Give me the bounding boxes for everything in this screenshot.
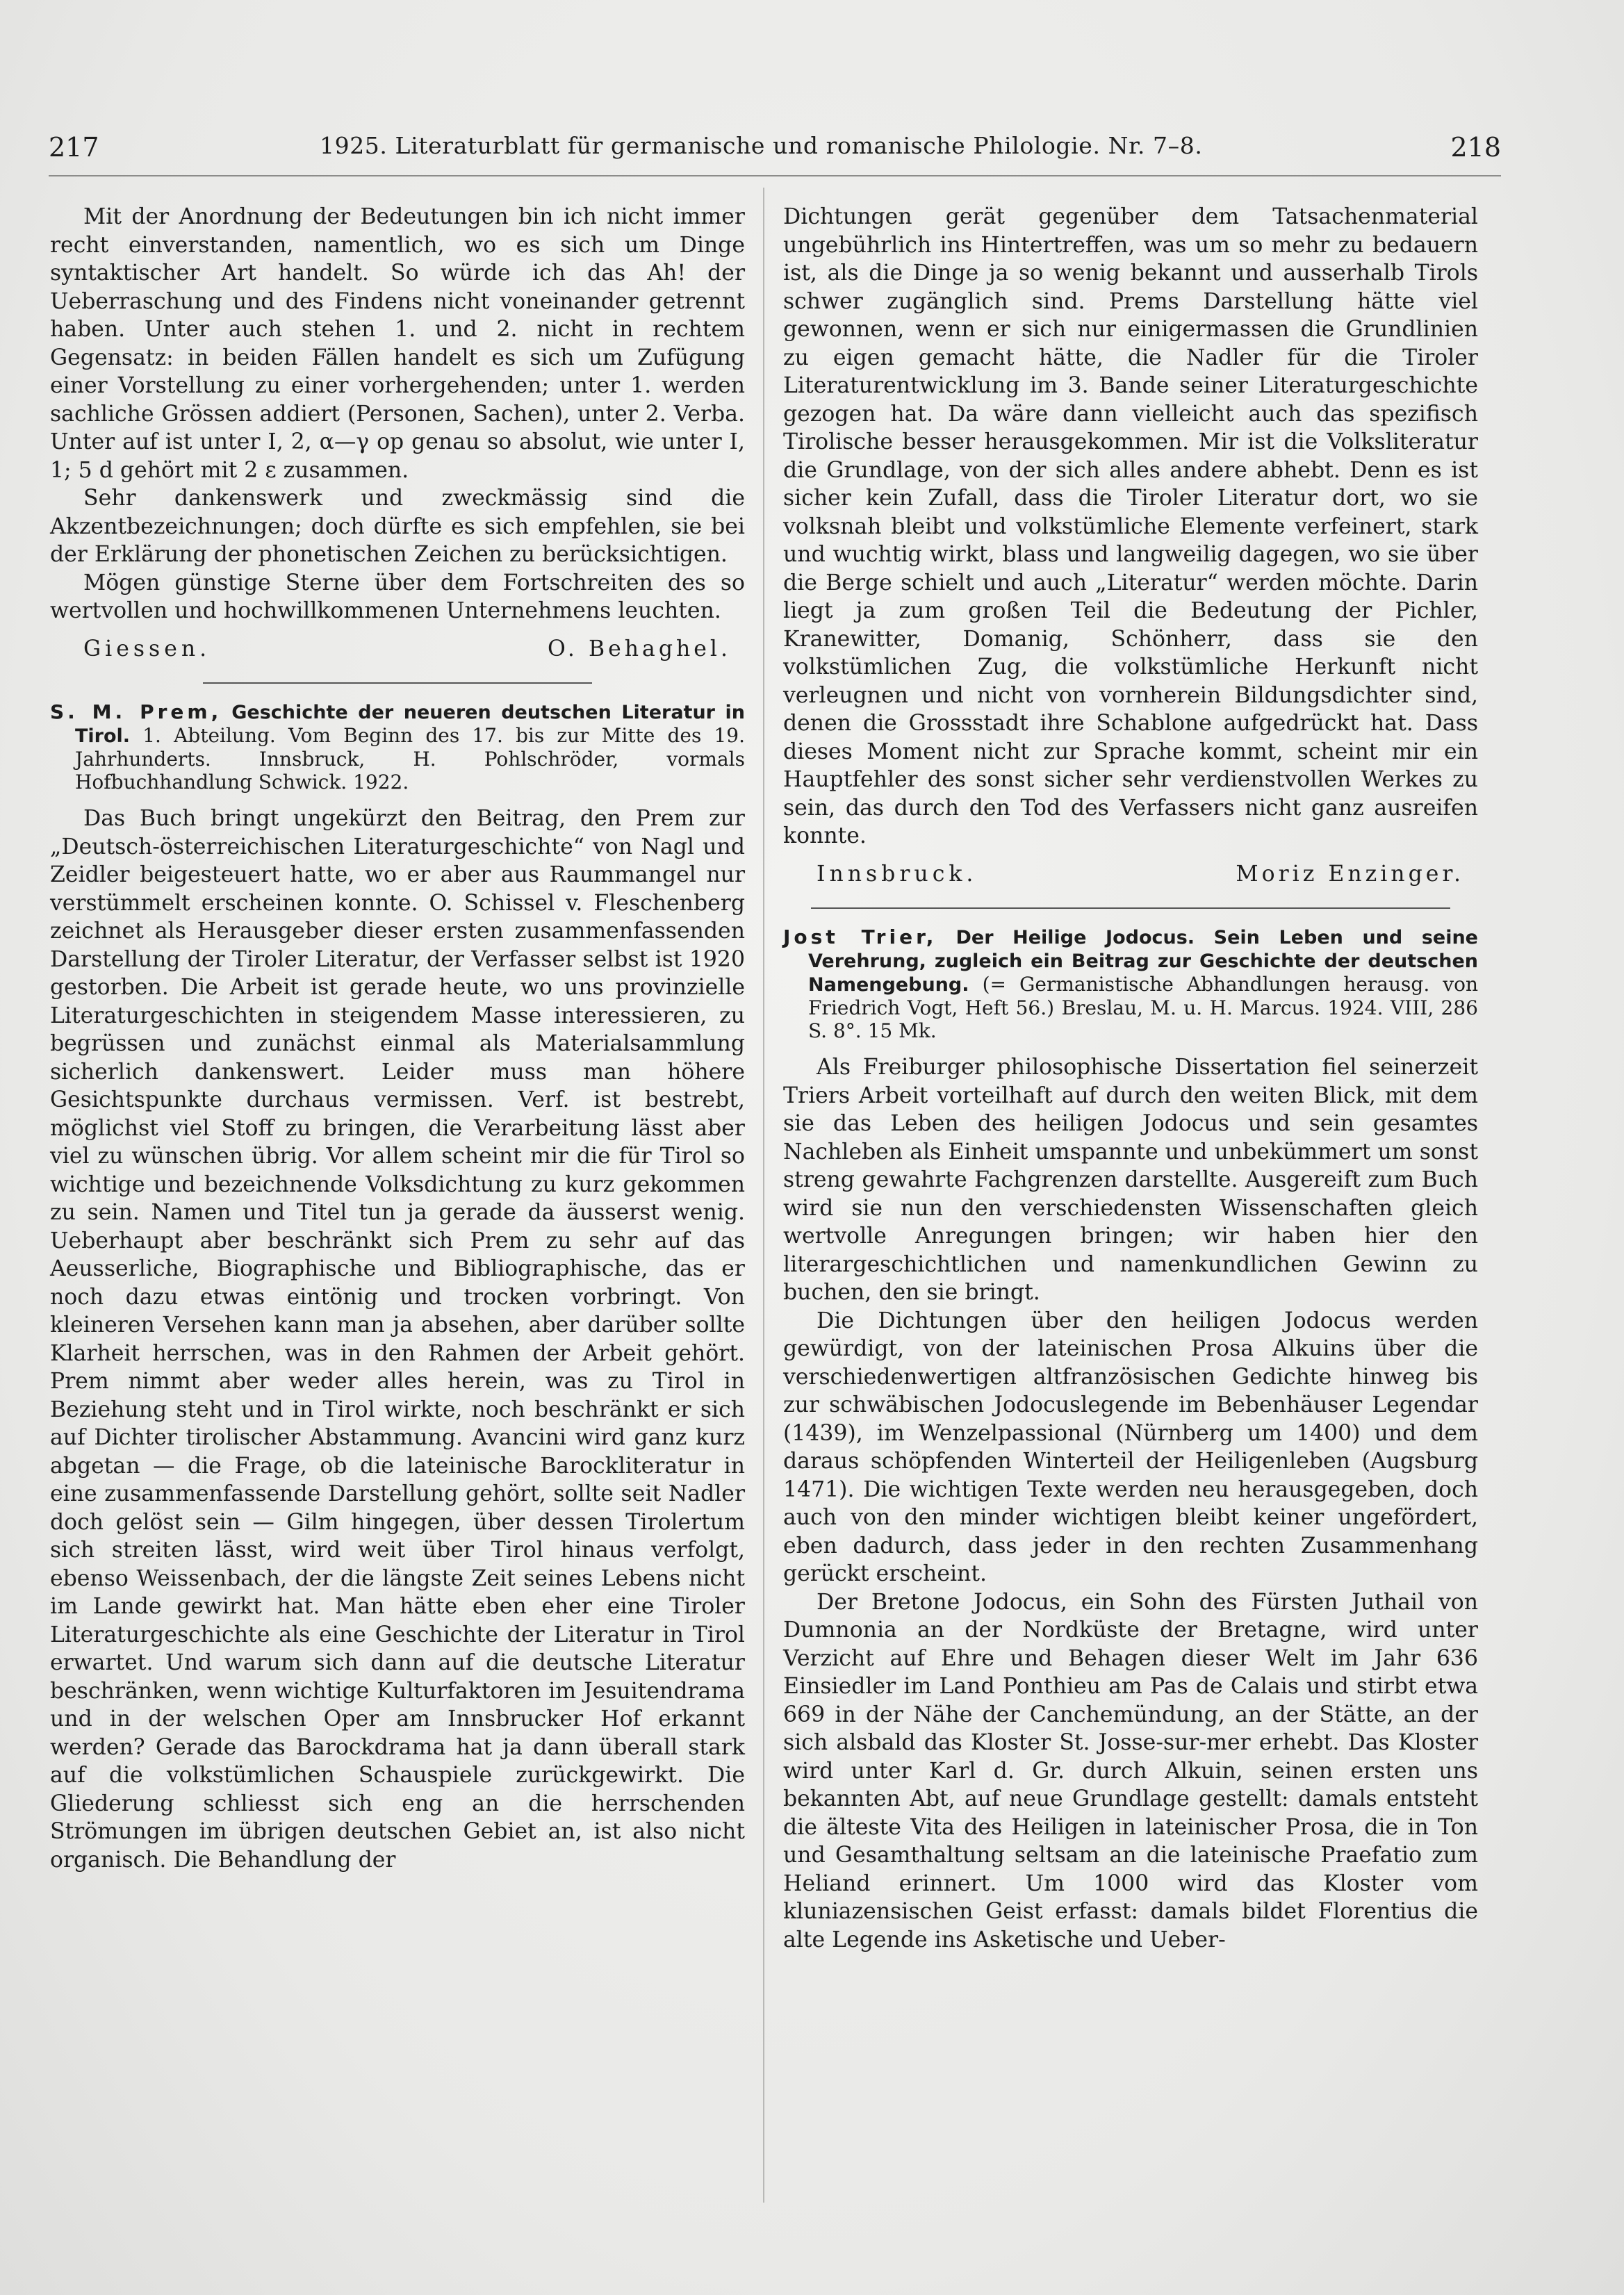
column-divider bbox=[763, 188, 764, 2203]
review-heading bbox=[50, 700, 745, 793]
paragraph: Sehr dankenswerk und zweckmässig sind die Akzentbezeichnungen; doch dürfte es sich empfehlen, sie bei der Erklärung der phonetischen Zeichen zu berücksichtigen. bbox=[50, 486, 745, 567]
right-column bbox=[783, 203, 1478, 1954]
signature-place: Giessen. bbox=[83, 636, 211, 661]
review-author: Jost Trier, bbox=[783, 926, 937, 948]
page-number-right: 218 bbox=[1450, 132, 1501, 163]
paragraph: Als Freiburger philosophische Dissertation fiel seinerzeit Triers Arbeit vorteilhaft auf durch den weiten Blick, mit dem sie das Leben des heiligen Jodocus und sein gesamtes Nachleben als Einheit umspannte und unbekümmert um sonst streng gewahrte Fachgrenzen darstellte. Ausgereift zum Buch wird sie nun den verschiedensten Wissenschaften gleich wertvolle Anregungen bringen; wir haben hier den literargeschichtlichen und namenkundlichen Gewinn zu buchen, den sie bringt. bbox=[783, 1055, 1478, 1305]
paragraph: Mögen günstige Sterne über dem Fortschreiten des so wertvollen und hochwillkommenen Unternehmens leuchten. bbox=[50, 570, 745, 623]
review-heading bbox=[783, 926, 1478, 1042]
paragraph: Mit der Anordnung der Bedeutungen bin ich nicht immer recht einverstanden, namentlich, wo es sich um Dinge syntaktischer Art handelt. So würde ich das Ah! der Ueberraschung und des Findens nicht voneinander getrennt haben. Unter auch stehen 1. und 2. nicht in rechtem Gegensatz: in beiden Fällen handelt es sich um Zufügung einer Vorstellung zu einer vorhergehenden; unter 1. werden sachliche Grössen addiert (Personen, Sachen), unter 2. Verba. Unter auf ist unter I, 2, α—γ op genau so absolut, wie unter I, 1; 5 d gehört mit 2 ε zusammen. bbox=[50, 204, 745, 483]
signature bbox=[50, 635, 745, 664]
review-title: Der Heilige Jodocus. Sein Leben und seine Verehrung, zugleich ein Beitrag zur Geschichte der deutschen Namengebung. bbox=[808, 927, 1478, 996]
paragraph: Das Buch bringt ungekürzt den Beitrag, den Prem zur „Deutsch-österreichischen Literaturgeschichte“ von Nagl und Zeidler beigesteuert hatte, wo er aber aus Raummangel nur verstümmelt erscheinen konnte. O. Schissel v. Fleschenberg zeichnet als Herausgeber dieser ersten zusammenfassenden Darstellung der Tiroler Literatur, der Verfasser selbst ist 1920 gestorben. Die Arbeit ist gerade heute, wo uns provinzielle Literaturgeschichten in steigendem Masse interessieren, zu begrüssen und zunächst einmal als Materialsammlung sicherlich dankenswert. Leider muss man höhere Gesichtspunkte durchaus vermissen. Verf. ist bestrebt, möglichst viel Stoff zu bringen, die Verarbeitung lässt aber viel zu wünschen übrig. Vor allem scheint mir die für Tirol so wichtige und bezeichnende Volksdichtung zu kurz gekommen zu sein. Namen und Titel tun ja gerade da äusserst wenig. Ueberhaupt aber beschränkt sich Prem zu sehr auf das Aeusserliche, Biographische und Bibliographische, das er noch dazu etwas eintönig und trocken vorbringt. Von kleineren Versehen kann man ja absehen, aber darüber sollte Klarheit herrschen, was in den Rahmen der Arbeit gehört. Prem nimmt aber weder alles herein, was zu Tirol in Beziehung steht und in Tirol wirkte, noch beschränkt er sich auf Dichter tirolischer Abstammung. Avancini wird ganz kurz abgetan — die Frage, ob die lateinische Barockliteratur in eine zusammenfassende Darstellung gehört, sollte seit Nadler doch gelöst sein — Gilm hingegen, über dessen Tirolertum sich streiten lässt, wird weit über Tirol hinaus verfolgt, ebenso Weissenbach, der die längste Zeit seines Lebens nicht im Lande gewirkt hat. Man hätte eben eher eine Tiroler Literaturgeschichte als eine Geschichte der Literatur in Tirol erwartet. Und warum sich dann auf die deutsche Literatur beschränken, wenn wichtige Kulturfaktoren im Jesuitendrama und in der welschen Oper am Innsbrucker Hof erkannt werden? Gerade das Barockdrama hat ja dann überall stark auf die volkstümlichen Schauspiele zurückgewirkt. Die Gliederung schliesst sich eng an die herrschenden Strömungen im übrigen deutschen Gebiet an, ist also nicht organisch. Die Behandlung der bbox=[50, 806, 745, 1873]
paragraph: Dichtungen gerät gegenüber dem Tatsachenmaterial ungebührlich ins Hintertreffen, was um so mehr zu bedauern ist, als die Dinge ja so wenig bekannt und ausserhalb Tirols schwer zugänglich sind. Prems Darstellung hätte viel gewonnen, wenn er sich nur einigermassen die Grundlinien zu eigen gemacht hätte, die Nadler für die Tiroler Literaturentwicklung im 3. Bande seiner Literaturgeschichte gezogen hat. Da wäre dann vielleicht auch das spezifisch Tirolische besser herausgekommen. Mir ist die Volksliteratur die Grundlage, von der sich alles andere abhebt. Denn es ist sicher kein Zufall, dass die Tiroler Literatur dort, wo sie volksnah bleibt und volkstümliche Elemente verfeinert, stark und wuchtig wirkt, blass und langweilig dagegen, wo sie über die Berge schielt und auch „Literatur“ werden möchte. Darin liegt ja zum großen Teil die Bedeutung der Pichler, Kranewitter, Domanig, Schönherr, dass sie den volkstümlichen Zug, die volkstümliche Herkunft nicht verleugnen und nicht von vornherein Bildungsdichter sind, denen die Grossstadt ihre Schablone aufgedrückt hat. Dass dieses Moment nicht zur Sprache kommt, scheint mir ein Hauptfehler des sonst sicher sehr verdienstvollen Werkes zu sein, das durch den Tod des Verfassers nicht ganz ausreifen konnte. bbox=[783, 204, 1478, 848]
signature-name: O. Behaghel. bbox=[547, 636, 731, 661]
signature-place: Innsbruck. bbox=[817, 861, 978, 887]
journal-title: 1925. Literaturblatt für germanische und romanische Philologie. Nr. 7–8. bbox=[320, 132, 1203, 159]
review-author: S. M. Prem, bbox=[50, 700, 222, 723]
paragraph: Die Dichtungen über den heiligen Jodocus werden gewürdigt, von der lateinischen Prosa Alkuins über die verschiedenwertigen altfranzösischen Gedichte hinweg bis zur schwäbischen Jodocuslegende im Bebenhäuser Legendar (1439), im Wenzelpassional (Nürnberg um 1400) und dem daraus schöpfenden Winterteil der Heiligenleben (Augsburg 1471). Die wichtigen Texte werden neu herausgegeben, doch auch von den minder wichtigen bleibt keiner ungefördert, eben dadurch, dass jeder in den rechten Zusammenhang gerückt erscheint. bbox=[783, 1308, 1478, 1586]
review-publication-details: (= Germanistische Abhandlungen herausg. von Friedrich Vogt, Heft 56.) Breslau, M. u. H. Marcus. 1924. VIII, 286 S. 8°. 15 Mk. bbox=[808, 973, 1479, 1042]
running-header bbox=[49, 132, 1501, 174]
signature bbox=[783, 860, 1478, 889]
left-column bbox=[50, 203, 745, 1874]
review-title: Geschichte der neueren deutschen Literatur in Tirol. bbox=[75, 702, 745, 747]
review-publication-details: 1. Abteilung. Vom Beginn des 17. bis zur Mitte des 19. Jahrhunderts. Innsbruck, H. Pohlschröder, vormals Hofbuchhandlung Schwick. 1922. bbox=[75, 724, 746, 793]
signature-name: Moriz Enzinger. bbox=[1236, 861, 1464, 887]
page-number-left: 217 bbox=[49, 132, 99, 163]
paragraph: Der Bretone Jodocus, ein Sohn des Fürsten Juthail von Dumnonia an der Nordküste der Bretagne, wird unter Verzicht auf Ehre und Behagen dieser Welt im Jahr 636 Einsiedler im Land Ponthieu am Pas de Calais und stirbt etwa 669 in der Nähe der Canchemündung, an der Stätte, an der sich alsbald das Kloster St. Josse-sur-mer erhebt. Das Kloster wird unter Karl d. Gr. durch Alkuin, seinen ersten uns bekannten Abt, auf neue Grundlage gestellt: damals entsteht die älteste Vita des Heiligen in lateinischer Prosa, die in Ton und Gesamthaltung seltsam an die lateinische Praefatio zum Heliand erinnert. Um 1000 wird das Kloster vom kluniazensischen Geist erfasst: damals bildet Florentius die alte Legende ins Asketische und Ueber- bbox=[783, 1589, 1478, 1952]
separator-rule bbox=[203, 682, 592, 684]
header-rule bbox=[49, 175, 1501, 176]
separator-rule bbox=[811, 907, 1450, 909]
